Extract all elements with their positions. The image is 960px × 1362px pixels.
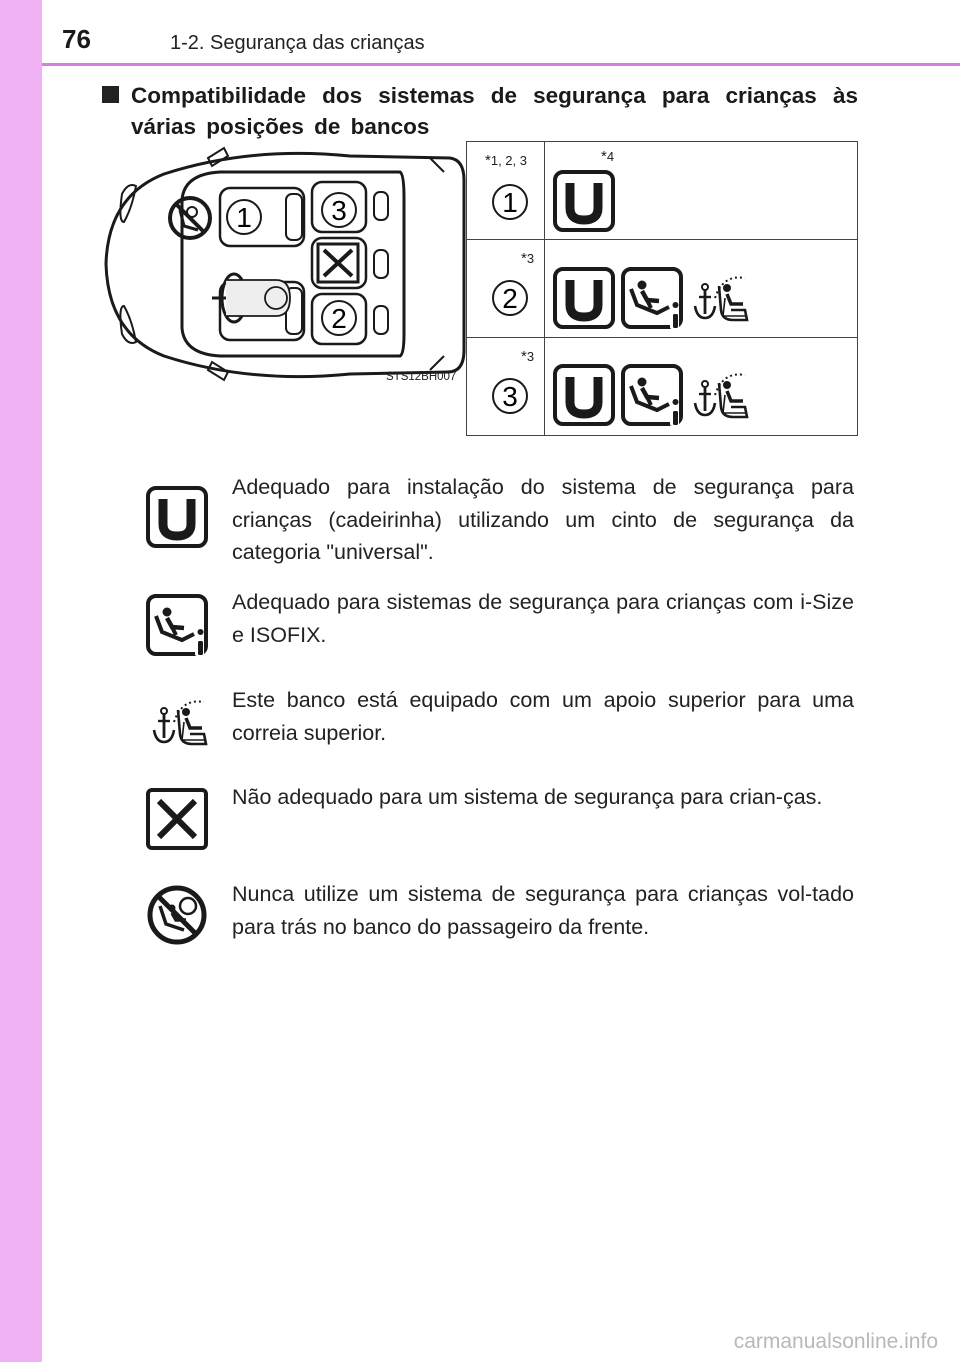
seat-number-badge <box>490 278 530 318</box>
no-rear-facing-icon <box>144 882 210 948</box>
table-row <box>467 338 858 436</box>
seat-footnote: *3 <box>521 348 535 365</box>
top-tether-icon <box>687 268 749 330</box>
figure-code: STS12BH007 <box>386 371 457 383</box>
svg-text:1: 1 <box>236 202 252 233</box>
square-bullet-icon <box>102 86 119 103</box>
seat-footnote: *1, 2, 3 <box>485 152 527 169</box>
legend-item <box>144 786 860 856</box>
car-top-view-illustration <box>100 138 468 390</box>
universal-u-icon <box>144 484 210 550</box>
heading-text: Compatibilidade dos sistemas de segurança para crianças às várias posições de bancos <box>131 83 858 139</box>
legend-text: Não adequado para um sistema de segurança para crian-ças. <box>232 785 823 809</box>
seat-cell <box>467 142 545 240</box>
legend-text: Adequado para sistemas de segurança para crianças com i-Size e ISOFIX. <box>232 590 854 647</box>
top-tether-icon <box>144 690 210 756</box>
left-color-margin <box>0 0 42 1362</box>
i-size-isofix-icon <box>621 267 683 331</box>
section-heading <box>102 80 858 142</box>
legend-text: Nunca utilize um sistema de segurança para crianças vol-tado para trás no banco do passageiro da frente. <box>232 882 854 939</box>
i-size-isofix-icon <box>144 592 210 660</box>
symbols-cell <box>545 240 858 338</box>
universal-u-icon <box>553 267 615 329</box>
seat-number-2-badge <box>319 298 359 338</box>
svg-text:2: 2 <box>502 283 518 314</box>
watermark: carmanualsonline.info <box>733 1330 938 1353</box>
svg-text:1: 1 <box>502 187 518 218</box>
legend-item <box>144 592 860 662</box>
table-row <box>467 240 858 338</box>
page-number: 76 <box>62 24 91 54</box>
universal-u-icon <box>553 170 615 232</box>
symbols-cell <box>545 142 858 240</box>
top-tether-icon <box>687 365 749 427</box>
seat-number-1-badge <box>224 197 264 237</box>
seat-number-3-badge <box>319 190 359 230</box>
seat-footnote: *3 <box>521 250 535 267</box>
symbols-cell <box>545 338 858 436</box>
not-suitable-x-icon <box>144 786 210 852</box>
car-seat-diagram <box>100 138 468 390</box>
legend-item <box>144 882 860 952</box>
table-row <box>467 142 858 240</box>
seat-compatibility-table <box>466 141 858 436</box>
seat-cell <box>467 338 545 436</box>
seat-cell <box>467 240 545 338</box>
svg-text:3: 3 <box>331 195 347 226</box>
section-title: 1-2. Segurança das crianças <box>170 32 425 54</box>
svg-text:3: 3 <box>502 381 518 412</box>
svg-text:2: 2 <box>331 303 347 334</box>
symbol-footnote: *4 <box>601 148 615 165</box>
header-rule <box>42 63 960 66</box>
legend-text: Este banco está equipado com um apoio superior para uma correia superior. <box>232 688 854 745</box>
universal-u-icon <box>553 364 615 426</box>
seat-number-badge <box>490 182 530 222</box>
legend-text: Adequado para instalação do sistema de segurança para crianças (cadeirinha) utilizando um cinto de segurança da categoria "universal". <box>232 475 854 564</box>
seat-number-badge <box>490 376 530 416</box>
legend-item <box>144 690 860 760</box>
i-size-isofix-icon <box>621 364 683 428</box>
legend-item <box>144 475 860 584</box>
